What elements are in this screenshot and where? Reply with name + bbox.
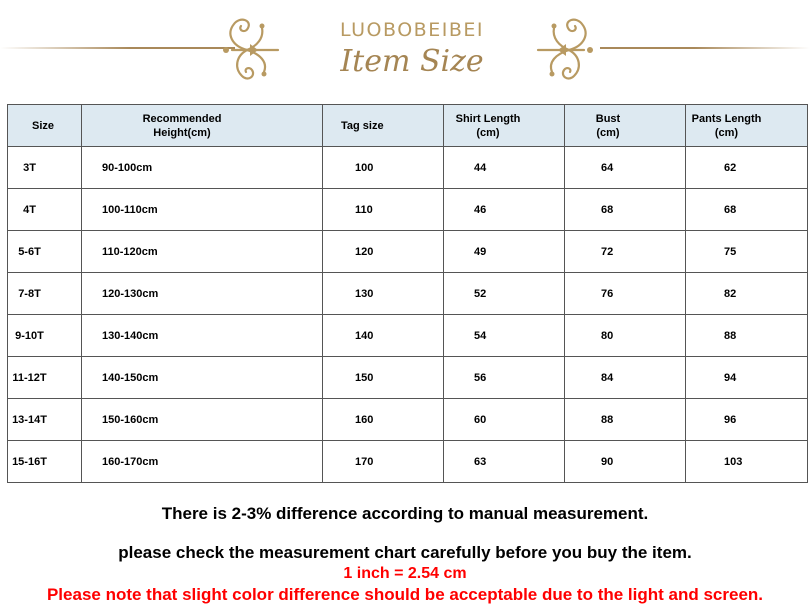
cell-size: 11-12T [8, 357, 82, 399]
cell-size: 4T [8, 189, 82, 231]
column-header-recommended-height: Recommended Height(cm) [82, 105, 323, 147]
header-rule-left [0, 47, 235, 49]
cell-size: 5-6T [8, 231, 82, 273]
cell-bust: 80 [565, 315, 686, 357]
cell-size: 13-14T [8, 399, 82, 441]
cell-recommended-height: 160-170cm [82, 441, 323, 483]
header [0, 0, 810, 100]
cell-pants-length: 68 [686, 189, 808, 231]
page-title: Item Size [340, 44, 484, 79]
table-row [8, 147, 808, 189]
table-row [8, 399, 808, 441]
table-header-row [8, 105, 808, 147]
column-header-tag-size: Tag size [323, 105, 444, 147]
table-row [8, 231, 808, 273]
cell-shirt-length: 49 [444, 231, 565, 273]
cell-bust: 68 [565, 189, 686, 231]
cell-bust: 64 [565, 147, 686, 189]
cell-recommended-height: 110-120cm [82, 231, 323, 273]
cell-tag-size: 150 [323, 357, 444, 399]
cell-shirt-length: 54 [444, 315, 565, 357]
color-difference-note: Please note that slight color difference should be acceptable due to the light and screen. [46, 585, 764, 604]
cell-bust: 90 [565, 441, 686, 483]
cell-shirt-length: 52 [444, 273, 565, 315]
cell-recommended-height: 150-160cm [82, 399, 323, 441]
column-header-pants-length: Pants Length (cm) [686, 105, 808, 147]
cell-tag-size: 120 [323, 231, 444, 273]
cell-pants-length: 88 [686, 315, 808, 357]
cell-tag-size: 100 [323, 147, 444, 189]
cell-recommended-height: 100-110cm [82, 189, 323, 231]
cell-recommended-height: 90-100cm [82, 147, 323, 189]
cell-shirt-length: 56 [444, 357, 565, 399]
cell-shirt-length: 63 [444, 441, 565, 483]
table-row [8, 357, 808, 399]
cell-tag-size: 140 [323, 315, 444, 357]
cell-shirt-length: 46 [444, 189, 565, 231]
table-row [8, 315, 808, 357]
header-rule-right [600, 47, 810, 49]
flourish-ornament-icon [534, 6, 604, 92]
cell-recommended-height: 120-130cm [82, 273, 323, 315]
cell-bust: 72 [565, 231, 686, 273]
column-header-shirt-length: Shirt Length (cm) [444, 105, 565, 147]
column-header-size: Size [8, 105, 82, 147]
cell-bust: 76 [565, 273, 686, 315]
size-chart-table [7, 104, 808, 483]
cell-size: 7-8T [8, 273, 82, 315]
cell-bust: 84 [565, 357, 686, 399]
cell-shirt-length: 44 [444, 147, 565, 189]
brand-name: LUOBOBEIBEI [340, 19, 484, 41]
cell-recommended-height: 130-140cm [82, 315, 323, 357]
cell-pants-length: 94 [686, 357, 808, 399]
cell-pants-length: 103 [686, 441, 808, 483]
table-row [8, 273, 808, 315]
table-row [8, 189, 808, 231]
cell-tag-size: 130 [323, 273, 444, 315]
flourish-ornament-icon [212, 6, 282, 92]
cell-tag-size: 160 [323, 399, 444, 441]
measurement-difference-note: There is 2-3% difference according to manual measurement. [161, 504, 649, 523]
inch-conversion-note: 1 inch = 2.54 cm [343, 565, 467, 582]
cell-pants-length: 82 [686, 273, 808, 315]
cell-tag-size: 110 [323, 189, 444, 231]
cell-pants-length: 62 [686, 147, 808, 189]
cell-pants-length: 75 [686, 231, 808, 273]
cell-tag-size: 170 [323, 441, 444, 483]
table-body [8, 147, 808, 483]
cell-pants-length: 96 [686, 399, 808, 441]
table-row [8, 441, 808, 483]
cell-size: 9-10T [8, 315, 82, 357]
check-chart-note: please check the measurement chart carefully before you buy the item. [118, 543, 692, 562]
cell-shirt-length: 60 [444, 399, 565, 441]
cell-bust: 88 [565, 399, 686, 441]
cell-recommended-height: 140-150cm [82, 357, 323, 399]
column-header-bust: Bust (cm) [565, 105, 686, 147]
cell-size: 3T [8, 147, 82, 189]
cell-size: 15-16T [8, 441, 82, 483]
